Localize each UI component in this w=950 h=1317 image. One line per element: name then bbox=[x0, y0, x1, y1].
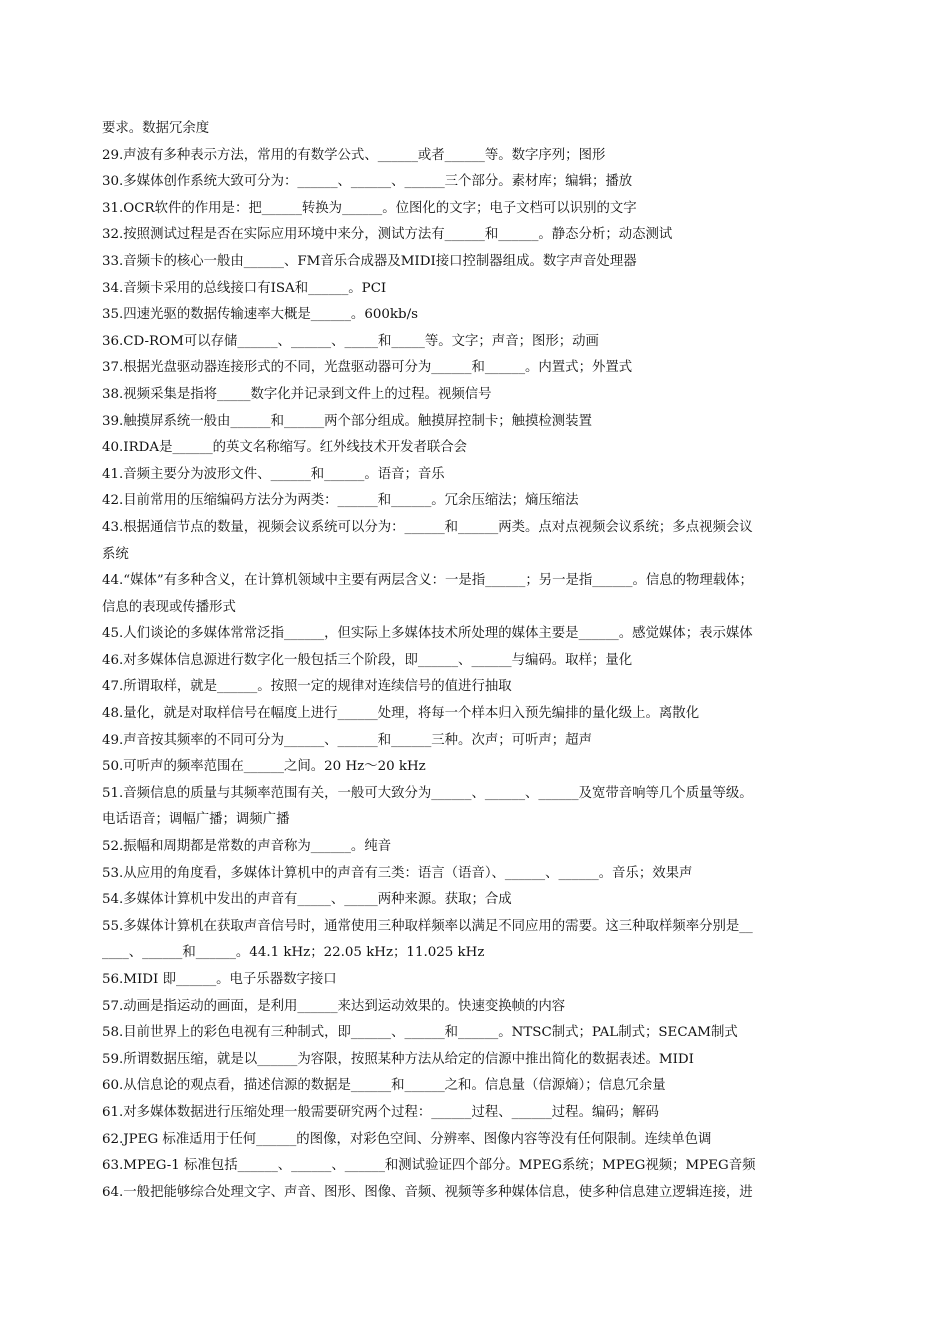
question-46: 46.对多媒体信息源进行数字化一般包括三个阶段，即______、______与编码。取样；量化 bbox=[102, 652, 633, 668]
question-47: 47.所谓取样，就是______。按照一定的规律对连续信号的值进行抽取 bbox=[102, 679, 512, 695]
question-43: 43.根据通信节点的数量，视频会议系统可以分为：______和______两类。点对点视频会议系统；多点视频会议 bbox=[102, 519, 753, 535]
question-57: 57.动画是指运动的画面，是利用______来达到运动效果的。快速变换帧的内容 bbox=[102, 998, 566, 1014]
question-37: 37.根据光盘驱动器连接形式的不同，光盘驱动器可分为______和______。内置式；外置式 bbox=[102, 360, 633, 376]
question-48: 48.量化，就是对取样信号在幅度上进行______处理，将每一个样本归入预先编排的量化级上。离散化 bbox=[102, 706, 700, 722]
question-44-continued: 信息的表现或传播形式 bbox=[102, 599, 236, 615]
question-30: 30.多媒体创作系统大致可分为：______、______、______三个部分。素材库；编辑；播放 bbox=[102, 174, 633, 190]
question-43-continued: 系统 bbox=[102, 546, 129, 562]
question-40: 40.IRDA是______的英文名称缩写。红外线技术开发者联合会 bbox=[102, 440, 468, 456]
question-38: 38.视频采集是指将_____数字化并记录到文件上的过程。视频信号 bbox=[102, 386, 492, 402]
document-body bbox=[102, 116, 854, 1206]
question-63: 63.MPEG-1 标准包括______、______、______和测试验证四个部分。MPEG系统；MPEG视频；MPEG音频 bbox=[102, 1158, 756, 1174]
question-55-continued: ____、______和______。44.1 kHz；22.05 kHz；11.025 kHz bbox=[102, 945, 485, 961]
question-60: 60.从信息论的观点看，描述信源的数据是______和______之和。信息量（信源熵）；信息冗余量 bbox=[102, 1078, 666, 1094]
question-51: 51.音频信息的质量与其频率范围有关，一般可大致分为______、______、______及宽带音响等几个质量等级。 bbox=[102, 785, 753, 801]
question-56: 56.MIDI 即______。电子乐器数字接口 bbox=[102, 972, 337, 987]
question-55: 55.多媒体计算机在获取声音信号时，通常使用三种取样频率以满足不同应用的需要。这三种取样频率分别是__ bbox=[102, 918, 753, 934]
question-33: 33.音频卡的核心一般由______、FM音乐合成器及MIDI接口控制器组成。数字声音处理器 bbox=[102, 253, 637, 269]
question-42: 42.目前常用的压缩编码方法分为两类：______和______。冗余压缩法；熵压缩法 bbox=[102, 493, 579, 509]
question-41: 41.音频主要分为波形文件、______和______。语音；音乐 bbox=[102, 466, 445, 482]
question-32: 32.按照测试过程是否在实际应用环境中来分，测试方法有______和______。静态分析；动态测试 bbox=[102, 227, 673, 243]
question-34: 34.音频卡采用的总线接口有ISA和______。PCI bbox=[102, 280, 387, 296]
question-49: 49.声音按其频率的不同可分为______、______和______三种。次声；可听声；超声 bbox=[102, 732, 592, 748]
question-58: 58.目前世界上的彩色电视有三种制式，即______、______和______。NTSC制式；PAL制式；SECAM制式 bbox=[102, 1025, 738, 1041]
question-45: 45.人们谈论的多媒体常常泛指______，但实际上多媒体技术所处理的媒体主要是______。感觉媒体；表示媒体 bbox=[102, 626, 753, 642]
question-64: 64.一般把能够综合处理文字、声音、图形、图像、音频、视频等多种媒体信息，使多种信息建立逻辑连接，进 bbox=[102, 1184, 753, 1200]
question-51-continued: 电话语音；调幅广播；调频广播 bbox=[102, 812, 290, 828]
text-line: 要求。数据冗余度 bbox=[102, 121, 210, 136]
question-54: 54.多媒体计算机中发出的声音有_____、_____两种来源。获取；合成 bbox=[102, 892, 512, 908]
question-50: 50.可听声的频率范围在______之间。20 Hz～20 kHz bbox=[102, 759, 426, 775]
question-31: 31.OCR软件的作用是：把______转换为______。位图化的文字；电子文档可以识别的文字 bbox=[102, 200, 637, 216]
question-29: 29.声波有多种表示方法，常用的有数学公式、______或者______等。数字序列；图形 bbox=[102, 147, 606, 163]
question-62: 62.JPEG 标准适用于任何______的图像，对彩色空间、分辨率、图像内容等没有任何限制。连续单色调 bbox=[102, 1131, 712, 1147]
question-61: 61.对多媒体数据进行压缩处理一般需要研究两个过程：______过程、______过程。编码；解码 bbox=[102, 1104, 659, 1120]
question-59: 59.所谓数据压缩，就是以______为容限，按照某种方法从给定的信源中推出简化的数据表述。MIDI bbox=[102, 1051, 694, 1067]
question-36: 36.CD-ROM可以存储______、______、_____和_____等。文字；声音；图形；动画 bbox=[102, 333, 599, 349]
question-39: 39.触摸屏系统一般由______和______两个部分组成。触摸屏控制卡；触摸检测装置 bbox=[102, 413, 592, 429]
question-53: 53.从应用的角度看，多媒体计算机中的声音有三类：语言（语音）、______、______。音乐；效果声 bbox=[102, 865, 693, 881]
question-52: 52.振幅和周期都是常数的声音称为______。纯音 bbox=[102, 839, 392, 855]
question-44: 44.“媒体”有多种含义，在计算机领域中主要有两层含义：一是指______；另一是指______。信息的物理载体； bbox=[102, 573, 753, 589]
question-35: 35.四速光驱的数据传输速率大概是______。600kb/s bbox=[102, 307, 418, 323]
